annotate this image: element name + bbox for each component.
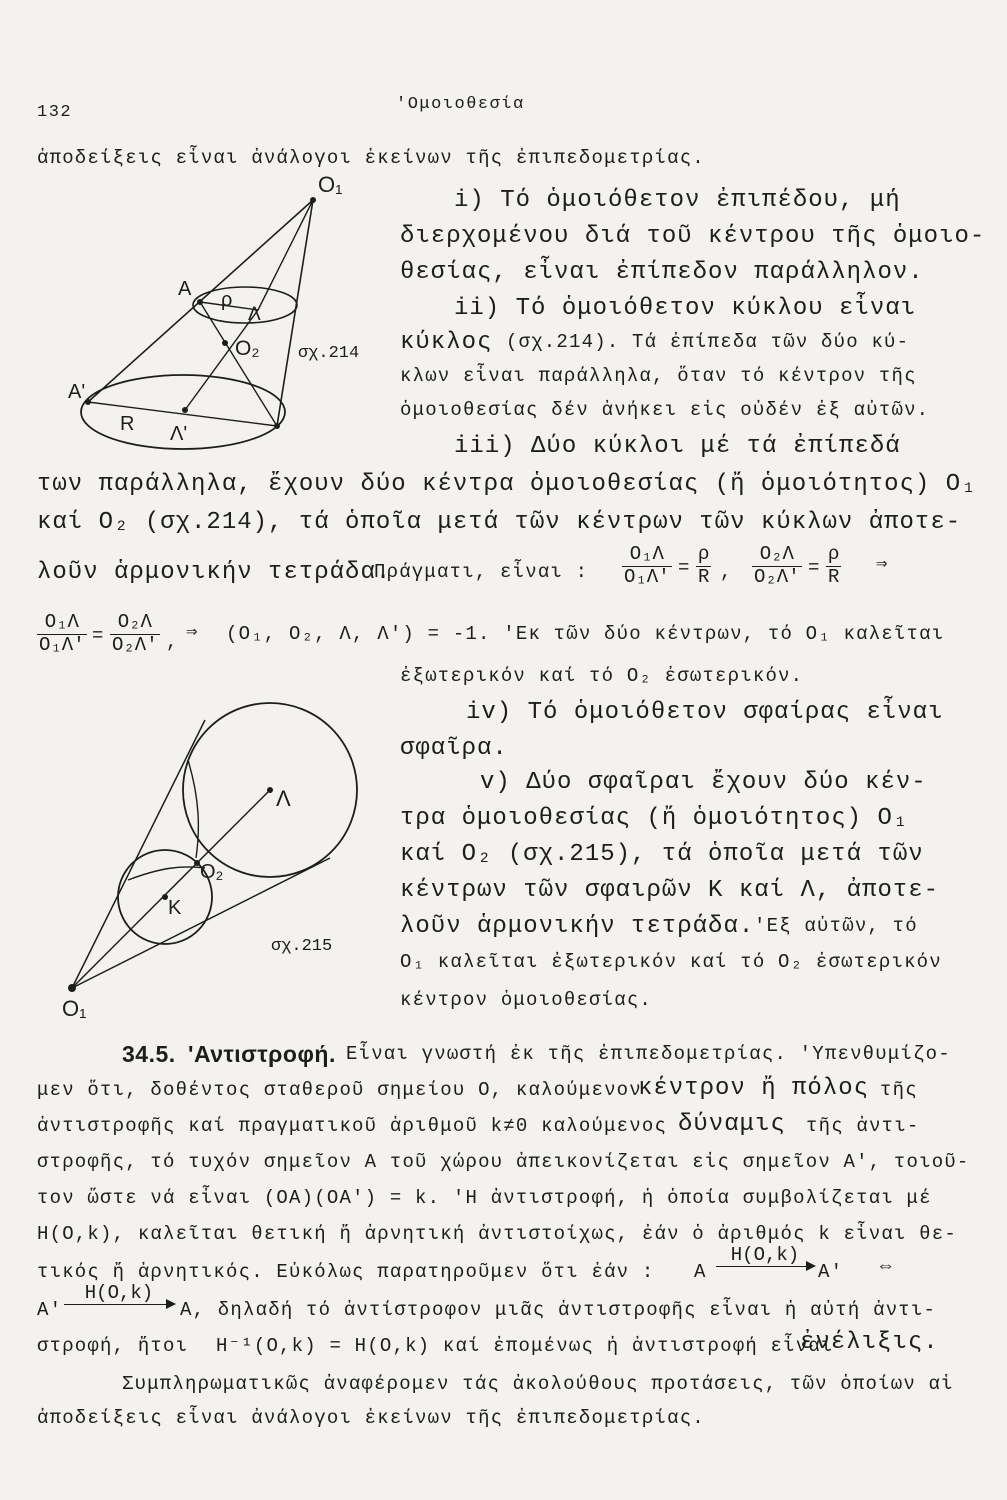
mapping-arrow: H(O,k) (716, 1244, 814, 1267)
text-line: Α' (818, 1261, 844, 1283)
emphasis-term: κέντρον ἤ πόλος (638, 1075, 870, 1102)
text-line: i) Τό ὁμοιόθετον ἐπιπέδου, μή (454, 187, 901, 214)
label-lambda: Λ (248, 304, 261, 325)
label-a: A (178, 278, 192, 300)
text-line: Α (694, 1261, 707, 1283)
text-line: στροφή, ἤτοι (37, 1335, 189, 1357)
text-line: τῆς (880, 1079, 918, 1101)
text-line: θεσίας, εἶναι ἐπίπεδον παράλληλον. (400, 259, 924, 286)
separator: , (166, 631, 179, 653)
inner-tangent (128, 867, 205, 880)
page-number: 132 (37, 103, 73, 122)
implies-sign: ⇒ (186, 621, 199, 643)
text-line: τον ὥστε νά εἶναι (OA)(OA') = k. 'Η ἀντιστροφή, ἡ ὁποία συμβολίζεται μέ (37, 1187, 932, 1209)
mapping-arrow: H(O,k) (64, 1282, 174, 1305)
text-line: Εἶναι γνωστή ἐκ τῆς ἐπιπεδομετρίας. 'Υπενθυμίζο- (346, 1043, 951, 1065)
figure-caption: σχ.215 (271, 937, 333, 956)
center-line (72, 790, 270, 988)
fraction: $\frac{\text{O₂Λ}}{\text{O₂Λ'}}$ (112, 611, 158, 656)
label-rho: ρ (221, 289, 233, 311)
text-line: iv) Τό ὁμοιόθετον σφαίρας εἶναι (466, 699, 944, 726)
section-number: 34.5. (122, 1041, 176, 1067)
text-line: H⁻¹(O,k) = H(O,k) καί ἐπομένως ἡ ἀντιστροφή εἶναι (216, 1335, 834, 1357)
text-line: ἀποδείξεις εἶναι ἀνάλογοι ἐκείνων τῆς ἐπιπεδομετρίας. (37, 147, 705, 169)
label-k: K (168, 897, 182, 919)
text-line: διερχομένου διά τοῦ κέντρου τῆς ὁμοιο- (400, 223, 986, 250)
text-line: στροφῆς, τό τυχόν σημεῖον Α τοῦ χώρου ἀπεικονίζεται εἰς σημεῖον Α', τοιοῦ- (37, 1151, 970, 1173)
point-lambda (267, 787, 273, 793)
text-line: καί O₂ (σχ.215), τά ὁποῖα μετά τῶν (400, 841, 924, 868)
figure-caption: σχ.214 (298, 344, 360, 363)
label-lambda-prime: Λ' (170, 423, 188, 445)
equals-sign: = (92, 625, 105, 647)
fraction: $\frac{\text{O₁Λ}}{\text{O₁Λ'}}$ (39, 611, 85, 656)
label-r: R (120, 413, 135, 435)
text-line: τικός ἤ ἀρνητικός. Εὐκόλως παρατηροῦμεν ὅτι ἐάν : (37, 1261, 655, 1283)
text-line: iii) Δύο κύκλοι μέ τά ἐπίπεδά (454, 433, 901, 460)
emphasis-term: δύναμις (678, 1111, 786, 1138)
text-line: (σχ.214). Τά ἐπίπεδα τῶν δύο κύ- (506, 331, 910, 353)
text-line: Συμπληρωματικῶς ἀναφέρομεν τάς ἀκολούθους προτάσεις, τῶν ὁποίων αἱ (122, 1373, 954, 1395)
text-line: Α, δηλαδή τό ἀντίστροφον μιᾶς ἀντιστροφῆς εἶναι ἡ αὐτή ἀντι- (180, 1299, 937, 1321)
text-line: τρα ὁμοιοθεσίας (ἤ ὁμοιότητος) O₁ (400, 805, 909, 832)
label-o2: O₂ (235, 337, 260, 360)
text-line: κύκλος (400, 329, 493, 356)
fraction: $\frac{\text{O₁Λ}}{\text{O₁Λ'}}$ (624, 543, 670, 588)
text-line: λοῦν ἁρμονικήν τετράδα. (37, 559, 392, 586)
text-line: Α' (37, 1299, 63, 1321)
fraction: $\frac{\rho}{R}$ (828, 543, 840, 588)
label-o1: O₁ (318, 172, 343, 197)
label-o1: O₁ (62, 996, 87, 1021)
text-line: λοῦν ἁρμονικήν τετράδα. (400, 913, 755, 940)
text-line: (O₁, O₂, Λ, Λ') = -1. 'Εκ τῶν δύο κέντρων, τό O₁ καλεῖται (226, 623, 945, 645)
point-o1 (68, 984, 76, 992)
text-line: ii) Τό ὁμοιόθετον κύκλου εἶναι (454, 295, 917, 322)
text-line: ἀντιστροφῆς καί πραγματικοῦ ἀριθμοῦ k≠0 καλούμενος (37, 1115, 668, 1137)
text-line: ὁμοιοθεσίας δέν ἀνήκει εἰς οὐδέν ἐξ αὐτῶν. (400, 399, 930, 421)
text-line: σφαῖρα. (400, 735, 508, 762)
equals-sign: = (678, 557, 691, 579)
text-line: κέντρον ὁμοιοθεσίας. (400, 989, 653, 1011)
text-line: v) Δύο σφαῖραι ἔχουν δύο κέν- (480, 769, 927, 796)
label-lambda: Λ (276, 786, 291, 811)
text-line: καί O₂ (σχ.214), τά ὁποῖα μετά τῶν κέντρων τῶν κύκλων ἀποτε- (37, 509, 962, 536)
fraction: $\frac{\text{O₂Λ}}{\text{O₂Λ'}}$ (754, 543, 800, 588)
fraction: $\frac{\rho}{R}$ (698, 543, 710, 588)
inner-tangent (188, 760, 198, 858)
text-line: 'Εξ αὐτῶν, τό (754, 915, 918, 937)
running-title: 'Ομοιοθεσία (396, 95, 525, 114)
text-line: Πράγματι, εἶναι : (374, 561, 589, 583)
text-line: των παράλληλα, ἔχουν δύο κέντρα ὁμοιοθεσίας (ἤ ὁμοιότητος) O₁ (37, 471, 977, 498)
text-line: κλων εἶναι παράλληλα, ὅταν τό κέντρον τῆς (400, 365, 917, 387)
text-line: κέντρων τῶν σφαιρῶν Κ καί Λ, ἀποτε- (400, 877, 940, 904)
equivalence-sign: ⇔ (880, 1255, 893, 1277)
label-a-prime: A' (68, 381, 86, 403)
separator: , (720, 561, 733, 583)
label-o2: O₂ (200, 861, 224, 883)
section-title: 'Αντιστροφή. (188, 1041, 336, 1067)
text-line: τῆς ἀντι- (806, 1115, 920, 1137)
equals-sign: = (808, 557, 821, 579)
text-line: O₁ καλεῖται ἐξωτερικόν καί τό O₂ ἐσωτερικόν (400, 951, 942, 973)
text-line: ἀποδείξεις εἶναι ἀνάλογοι ἐκείνων τῆς ἐπιπεδομετρίας. (37, 1407, 705, 1429)
text-line: μεν ὅτι, δοθέντος σταθεροῦ σημείου Ο, καλούμενον (37, 1079, 642, 1101)
emphasis-term: ἐνέλιξις. (800, 1329, 939, 1356)
text-line: ἐξωτερικόν καί τό O₂ ἐσωτερικόν. (400, 665, 804, 687)
text-line: H(O,k), καλεῖται θετική ἤ ἀρνητική ἀντιστοίχως, ἐάν ὁ ἀριθμός k εἶναι θε- (37, 1223, 957, 1245)
implies-sign: ⇒ (876, 553, 889, 575)
